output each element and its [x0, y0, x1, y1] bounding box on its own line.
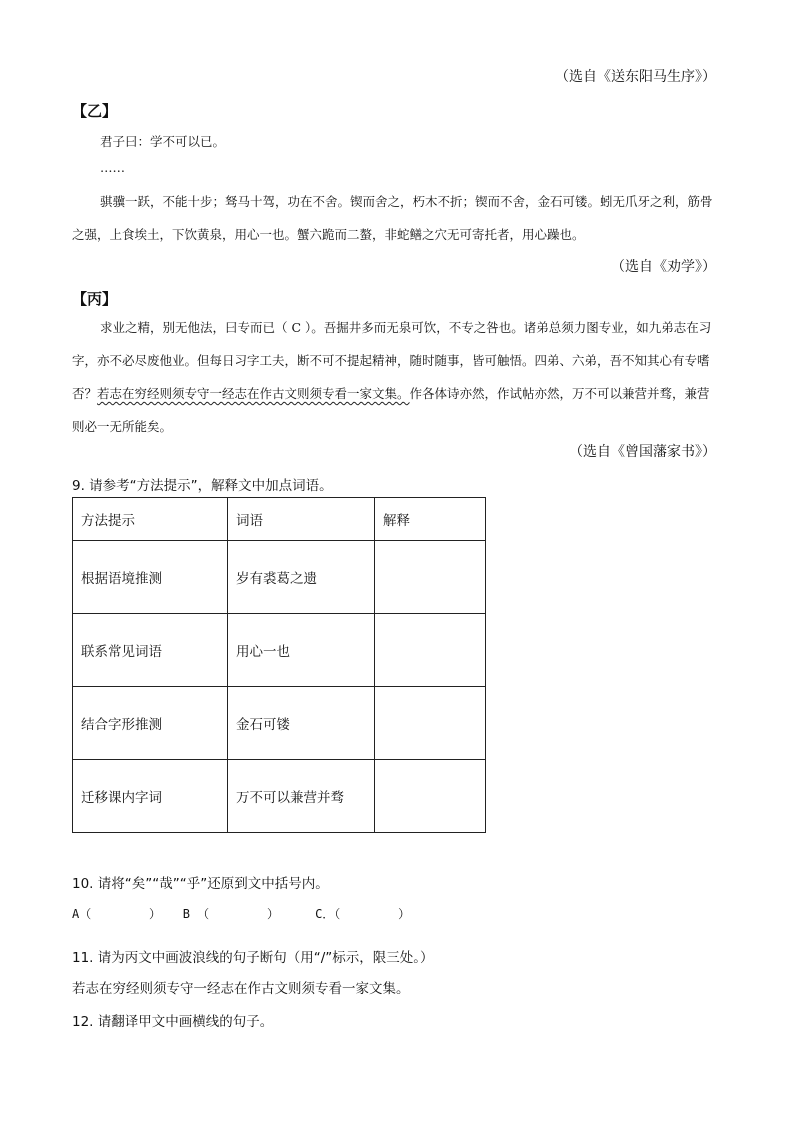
yi-opening-line: 君子曰：学不可以已。 — [100, 134, 226, 149]
source-citation-zengguofan: （选自《曾国藩家书》） — [569, 444, 716, 460]
bing-wavy-sentence: 若志在穷经则须专守一经志在作古文则须专看一家文集。 — [97, 386, 410, 401]
bing-text-after: 作各体诗亦然，作试帖亦然，万不可以兼营并骛，兼营则必一无所能矣。 — [72, 386, 710, 434]
table-header-row — [73, 498, 486, 541]
section-heading-bing: 【丙】 — [72, 290, 118, 308]
table-row — [73, 614, 486, 687]
word-cell: 岁有裘葛之遗 — [228, 541, 375, 614]
method-cell: 结合字形推测 — [73, 687, 228, 760]
question-11-prompt: 11. 请为丙文中画波浪线的句子断句（用“/”标示，限三处。） — [72, 950, 434, 966]
section-heading-yi: 【乙】 — [72, 102, 118, 120]
question-12-prompt: 12. 请翻译甲文中画横线的句子。 — [72, 1014, 274, 1030]
method-cell: 迁移课内字词 — [73, 760, 228, 833]
answer-cell[interactable] — [375, 541, 486, 614]
header-method: 方法提示 — [73, 498, 228, 541]
table-row — [73, 760, 486, 833]
word-cell: 用心一也 — [228, 614, 375, 687]
question-10-options: A（ ） B （ ） C．（ ） — [72, 907, 411, 921]
bing-text-before: 求业之精，别无他法，曰专而已（ C ）。吾掘井多而无泉可饮，不专之咎也。诸弟总须力图专业，如九弟志在习字，亦不必尽废他业。但每日习字工夫，断不可不提起精神，随时随事，皆可触悟。四弟、六弟，吾不知其心有专嗜否？ — [72, 320, 712, 401]
source-citation-songdongyang: （选自《送东阳马生序》） — [555, 69, 716, 85]
answer-cell[interactable] — [375, 614, 486, 687]
method-hint-table — [72, 497, 486, 833]
bing-paragraph — [72, 311, 720, 443]
yi-ellipsis: …… — [100, 160, 125, 175]
word-cell: 金石可镂 — [228, 687, 375, 760]
table-row — [73, 687, 486, 760]
method-cell: 根据语境推测 — [73, 541, 228, 614]
question-11-sentence: 若志在穷经则须专守一经志在作古文则须专看一家文集。 — [72, 981, 410, 997]
answer-cell[interactable] — [375, 760, 486, 833]
word-cell: 万不可以兼营并骛 — [228, 760, 375, 833]
question-9-prompt: 9. 请参考“方法提示”，解释文中加点词语。 — [72, 478, 333, 494]
answer-cell[interactable] — [375, 687, 486, 760]
source-citation-quanxue: （选自《劝学》） — [611, 259, 716, 275]
question-10-prompt: 10. 请将“矣”“哉”“乎”还原到文中括号内。 — [72, 876, 329, 892]
header-word: 词语 — [228, 498, 375, 541]
header-explanation: 解释 — [375, 498, 486, 541]
table-row — [73, 541, 486, 614]
yi-paragraph: 骐骥一跃，不能十步；驽马十驾，功在不舍。锲而舍之，朽木不折；锲而不舍，金石可镂。蚓无爪牙之利，筋骨之强，上食埃土，下饮黄泉，用心一也。蟹六跪而二螯，非蛇鳝之穴无可寄托者，用心躁也。 — [72, 194, 713, 242]
method-cell: 联系常见词语 — [73, 614, 228, 687]
